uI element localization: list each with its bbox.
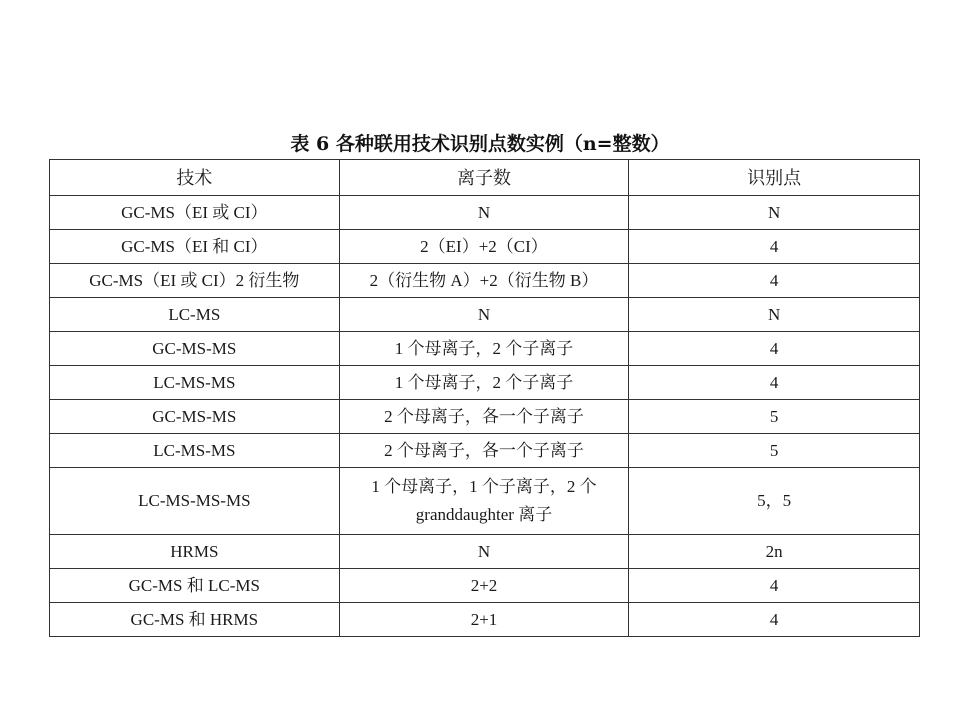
cell-identification-points: 4 <box>629 569 920 603</box>
cell-ion-count: N <box>339 298 629 332</box>
cell-identification-points: 4 <box>629 230 920 264</box>
cell-technique: GC-MS-MS <box>50 332 340 366</box>
table-row <box>50 569 920 603</box>
header-ion-count: 离子数 <box>339 160 629 196</box>
cell-identification-points: 5 <box>629 434 920 468</box>
table-row <box>50 468 920 535</box>
cell-ion-count: 1 个母离子，2 个子离子 <box>339 332 629 366</box>
cell-ion-count: 2（衍生物 A）+2（衍生物 B） <box>339 264 629 298</box>
table-row <box>50 434 920 468</box>
table-row <box>50 298 920 332</box>
cell-ion-count: 2（EI）+2（CI） <box>339 230 629 264</box>
cell-identification-points: 4 <box>629 264 920 298</box>
cell-ion-count: 2+1 <box>339 603 629 637</box>
table-row <box>50 332 920 366</box>
cell-technique: HRMS <box>50 535 340 569</box>
header-row <box>50 160 920 196</box>
table-row <box>50 366 920 400</box>
table-row <box>50 196 920 230</box>
cell-technique: GC-MS（EI 和 CI） <box>50 230 340 264</box>
cell-ion-count: N <box>339 535 629 569</box>
cell-ion-count: 2 个母离子，各一个子离子 <box>339 434 629 468</box>
cell-ion-count: N <box>339 196 629 230</box>
table-row <box>50 535 920 569</box>
cell-technique: GC-MS（EI 或 CI） <box>50 196 340 230</box>
cell-identification-points: 5 <box>629 400 920 434</box>
cell-ion-count: 2+2 <box>339 569 629 603</box>
header-technique: 技术 <box>50 160 340 196</box>
cell-technique: GC-MS-MS <box>50 400 340 434</box>
header-identification-points: 识别点 <box>629 160 920 196</box>
cell-technique: LC-MS-MS <box>50 366 340 400</box>
cell-technique: GC-MS 和 HRMS <box>50 603 340 637</box>
cell-identification-points: 4 <box>629 332 920 366</box>
cell-identification-points: N <box>629 298 920 332</box>
cell-identification-points: 5，5 <box>629 468 920 535</box>
cell-technique: LC-MS-MS-MS <box>50 468 340 535</box>
cell-technique: GC-MS 和 LC-MS <box>50 569 340 603</box>
table-row <box>50 264 920 298</box>
table-caption: 表 6 各种联用技术识别点数实例（n=整数） <box>290 133 670 155</box>
table-row <box>50 230 920 264</box>
cell-ion-count: 1 个母离子，2 个子离子 <box>339 366 629 400</box>
cell-ion-count: 1 个母离子，1 个子离子，2 个 granddaughter 离子 <box>339 468 629 535</box>
cell-identification-points: 4 <box>629 603 920 637</box>
cell-identification-points: 2n <box>629 535 920 569</box>
cell-identification-points: 4 <box>629 366 920 400</box>
cell-identification-points: N <box>629 196 920 230</box>
cell-technique: LC-MS-MS <box>50 434 340 468</box>
cell-technique: GC-MS（EI 或 CI）2 衍生物 <box>50 264 340 298</box>
cell-ion-count: 2 个母离子，各一个子离子 <box>339 400 629 434</box>
table-row <box>50 400 920 434</box>
identification-points-table <box>49 159 920 637</box>
table-row <box>50 603 920 637</box>
cell-technique: LC-MS <box>50 298 340 332</box>
